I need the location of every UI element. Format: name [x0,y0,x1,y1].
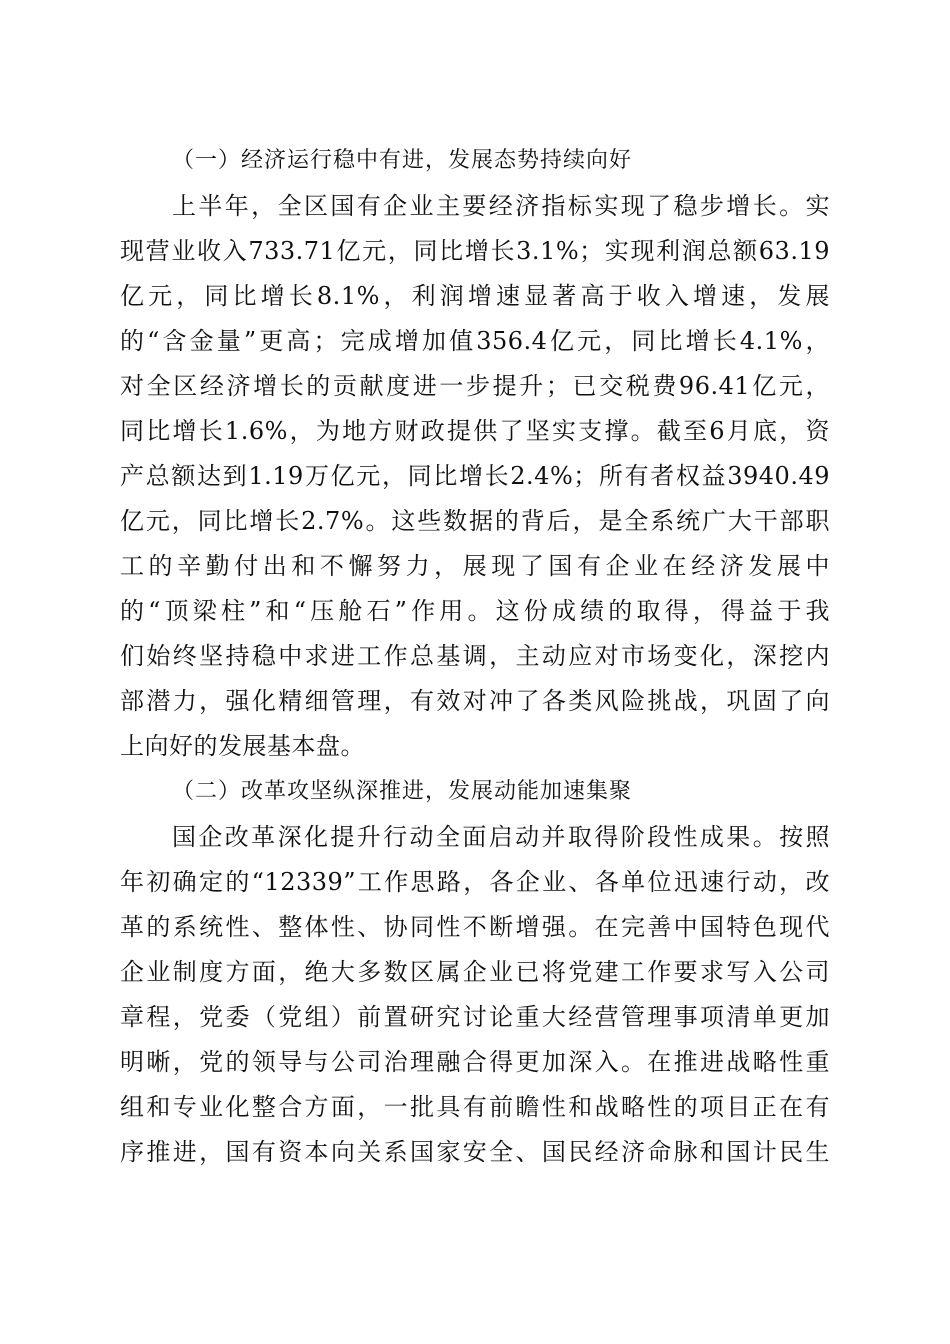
paragraph-line: 企业制度方面，绝大多数区属企业已将党建工作要求写入公司 [120,958,830,986]
paragraph-line: 对全区经济增长的贡献度进一步提升；已交税费96.41亿元， [120,372,830,400]
paragraph-line: 国企改革深化提升行动全面启动并取得阶段性成果。按照 [172,823,830,851]
paragraph-line: 产总额达到1.19万亿元，同比增长2.4%；所有者权益3940.49 [120,462,830,490]
paragraph-line: 的“顶梁柱”和“压舱石”作用。这份成绩的取得，得益于我 [120,597,830,625]
section-body [120,815,830,1175]
paragraph-line: 亿元，同比增长8.1%，利润增速显著高于收入增速，发展 [120,282,830,310]
paragraph-line: 革的系统性、整体性、协同性不断增强。在完善中国特色现代 [120,913,830,941]
document-page [120,138,830,1175]
paragraph-line: 章程，党委（党组）前置研究讨论重大经营管理事项清单更加 [120,1003,830,1031]
paragraph-line: 上向好的发展基本盘。 [120,732,365,760]
paragraph-line: 现营业收入733.71亿元，同比增长3.1%；实现利润总额63.19 [120,237,830,265]
paragraph-line: 明晰，党的领导与公司治理融合得更加深入。在推进战略性重 [120,1048,830,1076]
paragraph-line: 年初确定的“12339”工作思路，各企业、各单位迅速行动，改 [120,868,830,896]
paragraph-line: 同比增长1.6%，为地方财政提供了坚实支撑。截至6月底，资 [120,417,830,445]
paragraph-line: 部潜力，强化精细管理，有效对冲了各类风险挑战，巩固了向 [120,687,830,715]
paragraph-line: 们始终坚持稳中求进工作总基调，主动应对市场变化，深挖内 [120,642,830,670]
section-body [120,184,830,769]
paragraph-line: 的“含金量”更高；完成增加值356.4亿元，同比增长4.1%， [120,327,830,355]
section-heading: （二）改革攻坚纵深推进，发展动能加速集聚 [172,779,633,804]
paragraph-line: 上半年，全区国有企业主要经济指标实现了稳步增长。实 [172,192,830,220]
section-heading: （一）经济运行稳中有进，发展态势持续向好 [172,148,633,173]
paragraph-line: 组和专业化整合方面，一批具有前瞻性和战略性的项目正在有 [120,1093,830,1121]
paragraph-line: 工的辛勤付出和不懈努力，展现了国有企业在经济发展中 [120,552,830,580]
paragraph-line: 序推进，国有资本向关系国家安全、国民经济命脉和国计民生 [120,1138,830,1166]
paragraph-line: 亿元，同比增长2.7%。这些数据的背后，是全系统广大干部职 [120,507,830,535]
